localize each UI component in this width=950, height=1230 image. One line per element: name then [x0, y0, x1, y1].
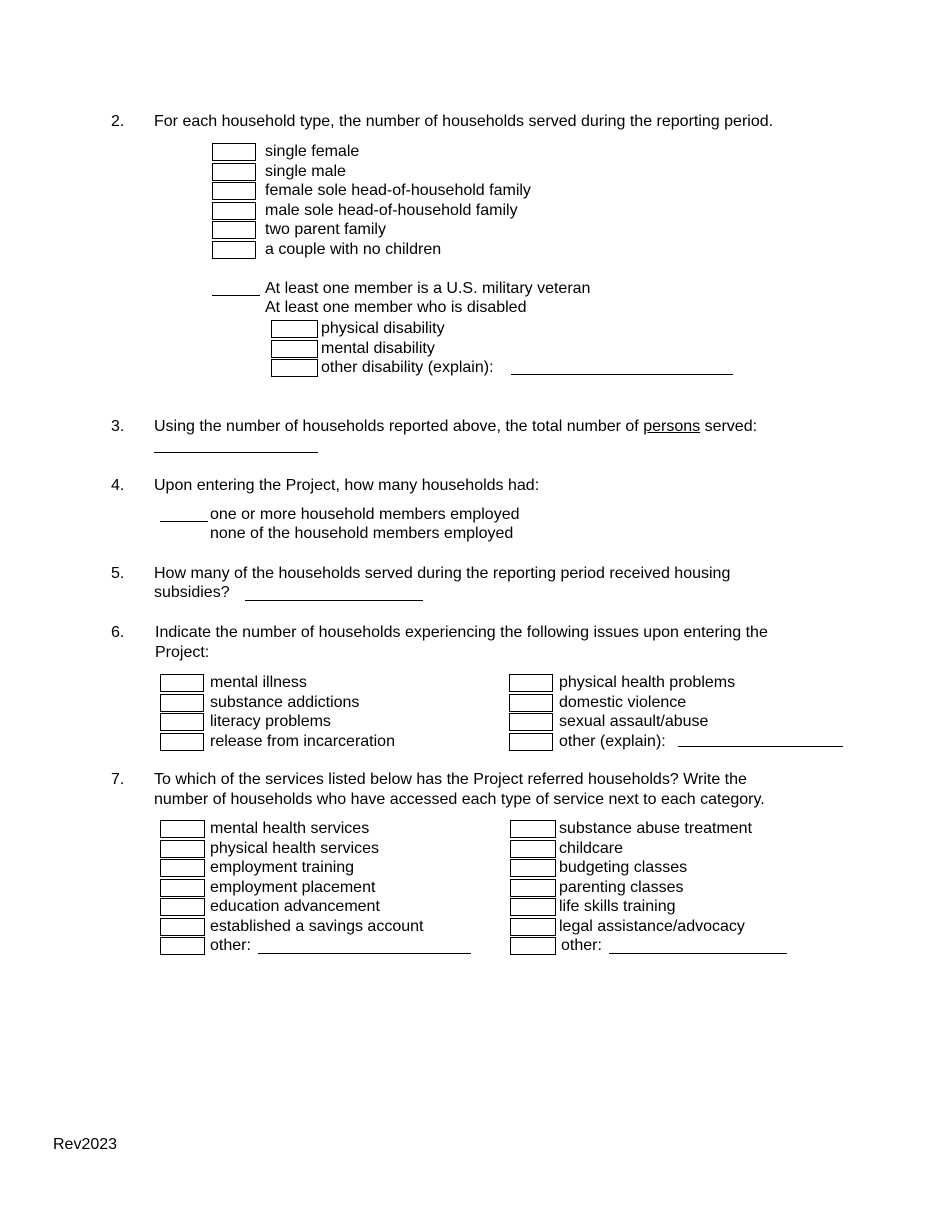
count-box[interactable]: [160, 859, 205, 877]
count-box[interactable]: [510, 840, 556, 858]
count-box[interactable]: [510, 820, 556, 838]
count-box[interactable]: [160, 713, 204, 731]
q6-line1: Indicate the number of households experiencing the following issues upon entering the: [155, 624, 768, 641]
q3-number: 3.: [111, 418, 125, 435]
disability-label: mental disability: [321, 339, 435, 357]
disabled-label: At least one member who is disabled: [265, 299, 527, 316]
q3-text-before: Using the number of households reported above, the total number of: [154, 418, 644, 435]
q3-text-persons: persons: [643, 418, 701, 435]
count-box[interactable]: [160, 733, 204, 751]
service-label: employment training: [210, 859, 355, 876]
issue-label: domestic violence: [559, 693, 687, 711]
household-type-label: single female: [265, 143, 360, 160]
count-box[interactable]: [160, 879, 205, 897]
count-box[interactable]: [510, 859, 556, 877]
service-label: other:: [210, 937, 251, 954]
q3-text-after: served:: [700, 418, 758, 435]
household-type-label: two parent family: [265, 221, 386, 238]
q7-line2: number of households who have accessed each type of service next to each category.: [154, 791, 765, 808]
q7-number: 7.: [111, 771, 125, 788]
disability-label: other disability (explain):: [321, 359, 494, 376]
count-box[interactable]: [160, 840, 205, 858]
q5-line1: How many of the households served during the reporting period received housing: [154, 565, 731, 582]
count-box[interactable]: [212, 241, 256, 259]
revision-label: Rev2023: [53, 1136, 118, 1153]
service-label: employment placement: [210, 878, 376, 896]
q2-number: 2.: [111, 113, 125, 130]
service-label: mental health services: [210, 820, 370, 837]
issue-label: sexual assault/abuse: [559, 713, 709, 730]
count-box[interactable]: [510, 918, 556, 936]
q3-text: [154, 417, 757, 437]
count-box[interactable]: [510, 879, 556, 897]
q7-line1: To which of the services listed below has the Project referred households? Write the: [154, 771, 747, 788]
household-type-label: a couple with no children: [265, 240, 442, 258]
count-box[interactable]: [271, 340, 318, 358]
service-label: substance abuse treatment: [559, 820, 753, 837]
count-box[interactable]: [509, 713, 553, 731]
count-box[interactable]: [212, 202, 256, 220]
issue-label: release from incarceration: [210, 732, 395, 750]
service-label: education advancement: [210, 898, 380, 915]
q5-number: 5.: [111, 565, 125, 582]
household-type-label: single male: [265, 162, 346, 180]
service-label: childcare: [559, 839, 624, 857]
count-box[interactable]: [510, 937, 556, 955]
count-box[interactable]: [509, 674, 553, 692]
disability-label: physical disability: [321, 320, 445, 337]
issue-label: mental illness: [210, 674, 307, 691]
service-label: physical health services: [210, 839, 379, 857]
q4-number: 4.: [111, 477, 125, 494]
q2-text: For each household type, the number of households served during the reporting period.: [154, 113, 774, 130]
count-box[interactable]: [509, 694, 553, 712]
unemployed-label: none of the household members employed: [210, 525, 514, 542]
employed-count-line[interactable]: [160, 521, 208, 522]
count-box[interactable]: [510, 898, 556, 916]
count-box[interactable]: [160, 918, 205, 936]
count-box[interactable]: [271, 359, 318, 377]
count-box[interactable]: [160, 694, 204, 712]
other-issue-explain-line[interactable]: [678, 746, 843, 747]
service-label: other:: [561, 937, 602, 954]
other-service-right-line[interactable]: [609, 953, 787, 954]
count-box[interactable]: [212, 221, 256, 239]
veteran-label: At least one member is a U.S. military veteran: [265, 280, 591, 297]
veteran-count-line[interactable]: [212, 295, 260, 296]
count-box[interactable]: [160, 820, 205, 838]
household-type-label: female sole head-of-household family: [265, 182, 531, 199]
housing-subsidies-line[interactable]: [245, 600, 423, 601]
other-service-left-line[interactable]: [258, 953, 471, 954]
q5-line2: subsidies?: [154, 584, 230, 601]
q6-number: 6.: [111, 624, 125, 641]
count-box[interactable]: [271, 320, 318, 338]
service-label: budgeting classes: [559, 859, 688, 876]
count-box[interactable]: [212, 163, 256, 181]
issue-label: other (explain):: [559, 732, 666, 750]
service-label: life skills training: [559, 898, 676, 915]
other-disability-explain-line[interactable]: [511, 374, 733, 375]
service-label: legal assistance/advocacy: [559, 917, 745, 935]
service-label: parenting classes: [559, 878, 684, 896]
service-label: established a savings account: [210, 917, 424, 935]
count-box[interactable]: [160, 937, 205, 955]
issue-label: physical health problems: [559, 674, 736, 691]
count-box[interactable]: [212, 182, 256, 200]
total-persons-line[interactable]: [154, 452, 318, 453]
count-box[interactable]: [212, 143, 256, 161]
issue-label: substance addictions: [210, 693, 360, 711]
q4-text: Upon entering the Project, how many households had:: [154, 477, 540, 494]
count-box[interactable]: [509, 733, 553, 751]
count-box[interactable]: [160, 898, 205, 916]
count-box[interactable]: [160, 674, 204, 692]
q6-line2: Project:: [155, 644, 210, 661]
issue-label: literacy problems: [210, 713, 331, 730]
household-type-label: male sole head-of-household family: [265, 201, 518, 219]
employed-label: one or more household members employed: [210, 506, 520, 523]
